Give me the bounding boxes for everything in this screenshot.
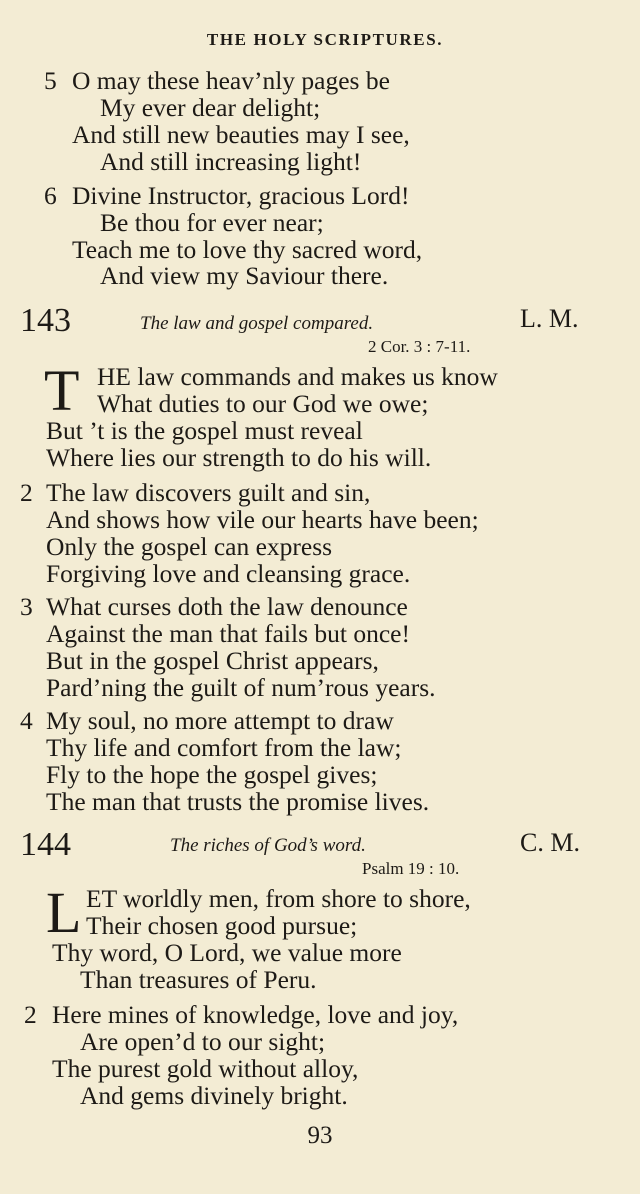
verse-line: Be thou for ever near; [100,208,324,237]
verse-line: The purest gold without alloy, [52,1054,359,1083]
verse-line: My ever dear delight; [100,93,321,122]
running-head: THE HOLY SCRIPTURES. [206,30,444,49]
verse-line: Against the man that fails but once! [46,619,410,648]
verse-line: But ’t is the gospel must reveal [46,416,363,445]
verse-line: Thy life and comfort from the law; [46,733,402,762]
hymn-meter: L. M. [520,304,579,333]
verse-line: And view my Saviour there. [100,261,389,290]
stanza-number: 5 [44,66,57,95]
verse-line: Thy word, O Lord, we value more [52,938,402,967]
stanza-number: 2 [24,1000,37,1029]
verse-line: Where lies our strength to do his will. [46,443,432,472]
verse-line: But in the gospel Christ appears, [46,646,379,675]
verse-line: Pard’ning the guilt of num’rous years. [46,673,436,702]
verse-line: O may these heav’nly pages be [72,66,390,95]
verse-line: Only the gospel can express [46,532,333,561]
verse-line: The law discovers guilt and sin, [46,478,371,507]
scripture-reference: Psalm 19 : 10. [362,859,460,878]
hymn-title: The law and gospel compared. [140,313,374,334]
hymn-number: 143 [20,302,71,339]
verse-line: HE law commands and makes us know [97,362,498,391]
stanza-number: 6 [44,181,57,210]
verse-line: Fly to the hope the gospel gives; [46,760,378,789]
hymn-meter: C. M. [520,828,580,857]
verse-line: What duties to our God we owe; [97,389,429,418]
verse-line: And still increasing light! [100,147,362,176]
stanza-number: 2 [20,478,33,507]
verse-line: The man that trusts the promise lives. [46,787,430,816]
page-number: 93 [307,1122,333,1149]
scripture-reference: 2 Cor. 3 : 7-11. [368,337,471,356]
verse-line: And still new beauties may I see, [72,120,410,149]
verse-line: Forgiving love and cleansing grace. [46,559,411,588]
verse-line: Divine Instructor, gracious Lord! [72,181,410,210]
verse-line: Are open’d to our sight; [80,1027,326,1056]
verse-line: And gems divinely bright. [80,1081,348,1110]
verse-line: Here mines of knowledge, love and joy, [52,1000,459,1029]
verse-line: Than treasures of Peru. [80,965,317,994]
verse-line: Teach me to love thy sacred word, [72,235,423,264]
verse-line: My soul, no more attempt to draw [46,706,394,735]
drop-cap: T [44,358,80,423]
verse-line: ET worldly men, from shore to shore, [86,884,471,913]
hymn-title: The riches of God’s word. [170,835,366,856]
verse-line: What curses doth the law denounce [46,592,408,621]
drop-cap: L [46,880,82,945]
stanza-number: 3 [20,592,33,621]
verse-line: And shows how vile our hearts have been; [46,505,479,534]
hymn-number: 144 [20,826,71,863]
verse-line: Their chosen good pursue; [86,911,358,940]
stanza-number: 4 [20,706,33,735]
